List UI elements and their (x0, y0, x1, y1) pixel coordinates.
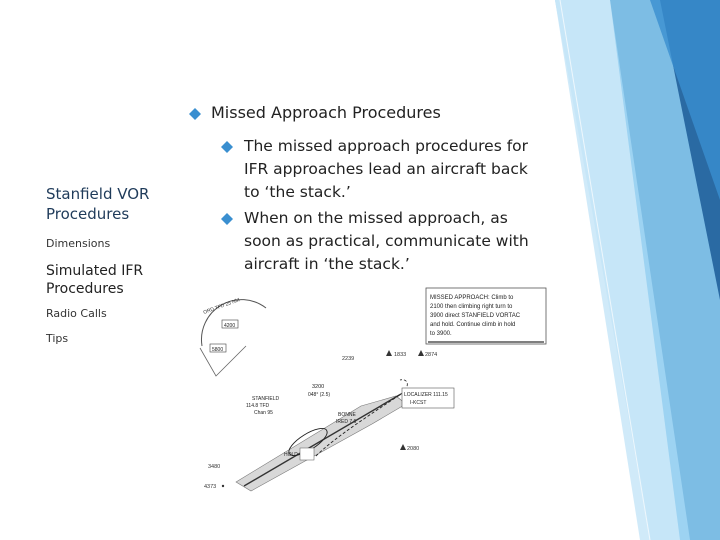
sidebar-item-tips[interactable]: Tips (46, 332, 69, 345)
msa-ring-label: ORD TFD 25 NM (202, 297, 241, 316)
elev-2239: 2239 (342, 356, 355, 362)
sidebar-item-simulated-ifr[interactable]: Simulated IFR Procedures (46, 263, 144, 297)
sidebar-item-dimensions[interactable]: Dimensions (46, 237, 111, 250)
ident-stanfield: STANFIELD (252, 396, 280, 402)
bullet-text-1: The missed approach procedures for IFR approaches lead an aircraft back to ‘the stack.’ (244, 137, 529, 201)
slide-heading: Missed Approach Procedures (211, 103, 441, 122)
sidebar-title[interactable]: Stanfield VOR Procedures (46, 185, 150, 223)
hold-label: HOLD (284, 452, 298, 458)
localizer-id: I-KCST (410, 400, 427, 406)
sidebar-item-radio-calls[interactable]: Radio Calls (46, 307, 107, 320)
fix-048: 048° (2.5) (308, 392, 331, 398)
elev-3480: 3480 (208, 464, 221, 470)
elev-2080: 2080 (407, 446, 420, 452)
missed-box-line-1: MISSED APPROACH: Climb to (430, 295, 514, 301)
elev-1833: 1833 (394, 352, 407, 358)
fix-bonne-dme: IRED 7.6 (336, 419, 357, 425)
msa-alt-1: 4200 (224, 323, 236, 329)
bullet-text-2: When on the missed approach, as soon as practical, communicate with aircraft in ‘the stack.’ (244, 209, 529, 273)
missed-box-line-3: 3900 direct STANFIELD VORTAC (430, 313, 521, 319)
missed-box-line-5: to 3900. (430, 331, 452, 337)
missed-box-line-4: and hold. Continue climb in hold (430, 322, 516, 328)
ident-freq: 114.8 TFD (246, 403, 270, 409)
elev-4373: 4373 (204, 484, 217, 490)
missed-box-line-2: 2100 then climbing right turn to (430, 304, 513, 310)
alt-3200: 3200 (312, 384, 325, 390)
approach-chart-image (196, 286, 548, 496)
localizer-freq: LOCALIZER 111.15 (404, 392, 448, 398)
fix-bonne: BONNE (338, 412, 356, 418)
msa-alt-2: 5800 (212, 347, 224, 353)
elev-2874: 2874 (425, 352, 438, 358)
ident-chan: Chan 95 (254, 410, 273, 416)
